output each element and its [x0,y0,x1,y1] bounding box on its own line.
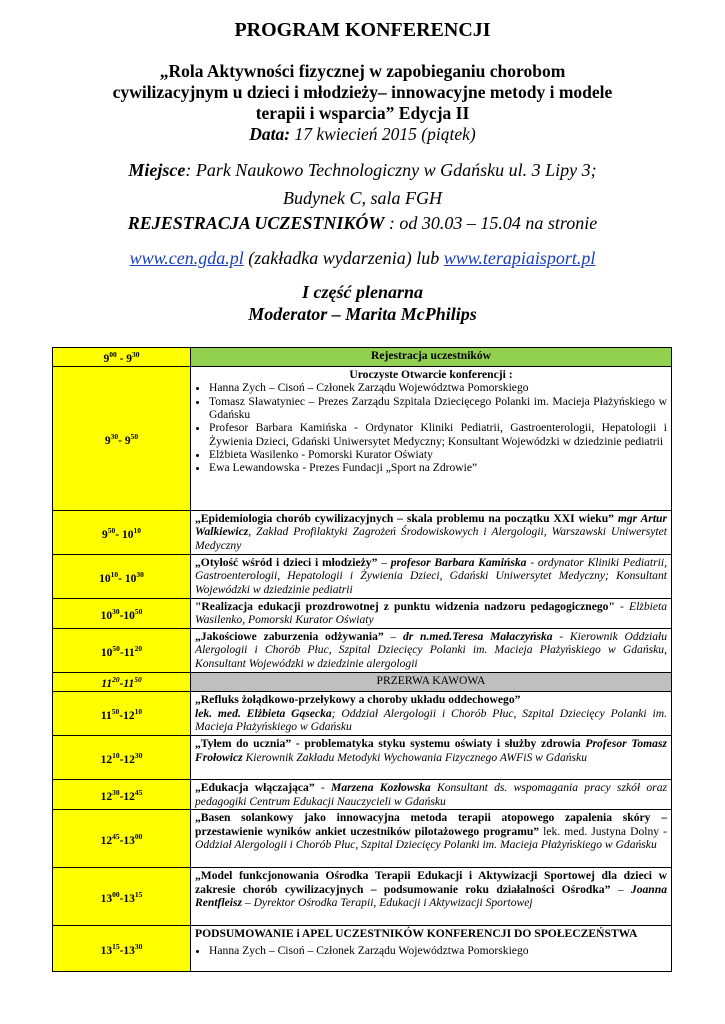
talk-separator: - [314,781,332,795]
schedule-item [191,555,672,599]
talk-speaker: mgr Artur Walkiewicz [195,512,667,539]
time-cell: $9^{00} - 9^{30}$ [53,348,191,367]
list-item: • Profesor Barbara Kamińska - Ordynator Kliniki Pediatrii, Gastroenterologii, Hepatologii i Żywienia Dzieci, Gdański Uniwersytet Medyczny; Konsultant Wojewódzki w dziedzinie pediatrii [209,421,667,448]
schedule-item [191,692,672,736]
talk-affiliation: Oddział Alergologii i Chorób Płuc, Szpital Dziecięcy Polanki im. Macieja Płażyńskiego w Gdańsku [195,837,657,851]
time-cell: $12^{45}-13^{00}$ [53,810,191,868]
registration-label: REJESTRACJA UCZESTNIKÓW [127,213,385,233]
time-cell: $12^{10}-12^{30}$ [53,736,191,780]
schedule-item [191,810,672,868]
conference-place-line-2: Budynek C, sala FGH [283,188,442,208]
time-cell: $10^{30}-10^{50}$ [53,599,191,629]
talk-title: „Model funkcjonowania Ośrodka Terapii Edukacji i Aktywizacji Sportowej dla dzieci w zakresie chorób cywilizacyjnych – podsumowanie roku działalności Ośrodka” [195,869,667,896]
schedule-row [53,810,672,868]
schedule-row-break [53,673,672,692]
link-cen-gda[interactable]: www.cen.gda.pl [129,248,244,268]
schedule-row [53,736,672,780]
registration-info [0,211,725,235]
talk-speaker: Marzena Kozłowska [331,781,431,795]
schedule-row [53,555,672,599]
list-item: • Hanna Zych – Cisoń – Członek Zarządu Województwa Pomorskiego [209,381,667,394]
subtitle-line-1: „Rola Aktywności fizycznej w zapobieganiu chorobom [159,61,566,81]
talk-separator: – [610,882,631,896]
coffee-break-label: PRZERWA KAWOWA [191,673,672,692]
talk-speaker: Profesor Tomasz Frołowicz [195,737,667,764]
schedule-row [53,599,672,629]
schedule-row [53,692,672,736]
schedule-row [53,780,672,810]
talk-title: „Otyłość wśród i dzieci i młodzieży” [195,556,378,570]
talk-speaker: lek. med. Elżbieta Gąsecka [195,706,332,720]
schedule-item-title: Rejestracja uczestników [191,348,672,367]
date-label: Data: [249,124,291,144]
time-cell: $13^{15}-13^{30}$ [53,926,191,972]
schedule-item [191,367,672,511]
conference-place [0,158,725,182]
talk-affiliation: ; Oddział Alergologii i Chorób Płuc, Szpital Dziecięcy Polanki im. Macieja Płażyńskiego w Gdańsku [195,706,667,733]
talk-affiliation: - Kierownik Oddziału Alergologii i Chorób Płuc, Szpital Dziecięcy Polanki im. Macieja Płażyńskiego w Gdańsku, Konsultant Wojewódzki w dziedzinie alergologii [195,630,668,670]
talk-separator: – [377,556,391,570]
conference-date [0,124,725,145]
talk-affiliation: – Dyrektor Ośrodka Terapii, Edukacji i Aktywizacji Sportowej [242,895,533,909]
time-cell: $12^{30}-12^{45}$ [53,780,191,810]
schedule-item [191,511,672,555]
time-cell: $10^{10}-$ $10^{30}$ [53,555,191,599]
talk-title: „Jakościowe zaburzenia odżywania” [195,630,384,644]
speaker-list [195,944,667,957]
registration-links [0,246,725,270]
talk-title: „Epidemiologia chorób cywilizacyjnych – skala problemu na początku XXI wieku” [195,512,614,526]
list-item: • Elżbieta Wasilenko - Pomorski Kurator Oświaty [209,448,667,461]
talk-title: „Edukacja włączająca” [195,781,315,795]
schedule-item-title: PODSUMOWANIE i APEL UCZESTNIKÓW KONFERENCJI DO SPOŁECZEŃSTWA [195,927,638,941]
schedule-row-closing [53,926,672,972]
time-cell: $9^{50}-$ $10^{10}$ [53,511,191,555]
schedule-item [191,926,672,972]
date-value: 17 kwiecień 2015 (piątek) [290,124,476,144]
talk-speaker: profesor Barbara Kamińska [390,556,527,570]
conference-subtitle [0,61,725,124]
session-title: I część plenarna [302,282,423,302]
talk-affiliation: Kierownik Zakładu Metodyki Wychowania Fizycznego AWFiS w Gdańsku [242,750,587,764]
talk-title: „Tyłem do ucznia” - problematyka styku systemu oświaty i służby zdrowia [195,737,581,751]
subtitle-line-3: terapii i wsparcia” Edycja II [255,103,470,123]
schedule-item [191,868,672,926]
talk-affiliation: - ordynator Kliniki Pediatrii, Gastroenterologii, Hepatologii i Żywienia Dzieci, Gdański Uniwersytet Medyczny; Konsultant Wojewódzki w dziedzinie pediatrii [195,556,668,596]
time-cell: $10^{50}-11^{20}$ [53,629,191,673]
list-item: • Hanna Zych – Cisoń – Członek Zarządu Województwa Pomorskiego [209,944,667,957]
talk-title: "Realizacja edukacji prozdrowotnej z punktu widzenia nadzoru pedagogicznego" [195,600,615,614]
talk-speaker: lek. med. Justyna Dolny - [539,824,668,838]
time-cell: $13^{00}-13^{15}$ [53,868,191,926]
links-middle-text: (zakładka wydarzenia) lub [243,248,444,268]
talk-title: „Basen solankowy jako innowacyjna metoda terapii atopowego zapalenia skóry – przestawienie wyników ankiet uczestników pilotażowego programu” [195,811,667,838]
talk-affiliation: , Zakład Profilaktyki Zagrożeń Środowiskowych i Alergologii, Warszawski Uniwersytet Medyczny [195,525,667,552]
time-cell: $11^{50}-12^{10}$ [53,692,191,736]
list-item: • Tomasz Sławatyniec – Prezes Zarządu Szpitala Dziecięcego Polanki im. Macieja Płażyńskiego w Gdańsku [209,395,667,422]
time-cell: $11^{20}-11^{50}$ [53,673,191,692]
schedule-item [191,599,672,629]
time-cell: $9^{30}-$ $9^{50}$ [53,367,191,511]
schedule-row-opening [53,367,672,511]
place-value: : Park Naukowo Technologiczny w Gdańsku ul. 3 Lipy 3; [185,160,597,180]
talk-title: „Refluks żołądkowo-przełykowy a choroby układu oddechowego” [195,693,521,707]
schedule-row-registration [53,348,672,367]
schedule-table [52,347,672,972]
page-title: PROGRAM KONFERENCJI [234,19,491,41]
registration-value: : od 30.03 – 15.04 na stronie [384,213,598,233]
talk-affiliation: - Elżbieta Wasilenko, Pomorski Kurator Oświaty [195,600,667,627]
schedule-item [191,736,672,780]
schedule-item [191,629,672,673]
subtitle-line-2: cywilizacyjnym u dzieci i młodzieży– innowacyjne metody i modele [112,82,613,102]
schedule-row [53,511,672,555]
schedule-row [53,868,672,926]
schedule-row [53,629,672,673]
place-label: Miejsce [128,160,186,180]
talk-affiliation: Konsultant ds. wspomagania pracy szkół oraz pedagogiki Centrum Edukacji Nauczycieli w Gdańsku [195,781,667,808]
speaker-list [195,381,667,474]
link-terapiaisport[interactable]: www.terapiaisport.pl [443,248,596,268]
moderator: Moderator – Marita McPhilips [248,304,477,324]
list-item: • Ewa Lewandowska - Prezes Fundacji „Sport na Zdrowie” [209,461,667,474]
talk-separator: – [383,630,403,644]
schedule-item-title: Uroczyste Otwarcie konferencji : [349,368,513,382]
talk-speaker: Joanna Rentfleisz [195,882,667,909]
talk-speaker: dr n.med.Teresa Małaczyńska [402,630,553,644]
schedule-item [191,780,672,810]
